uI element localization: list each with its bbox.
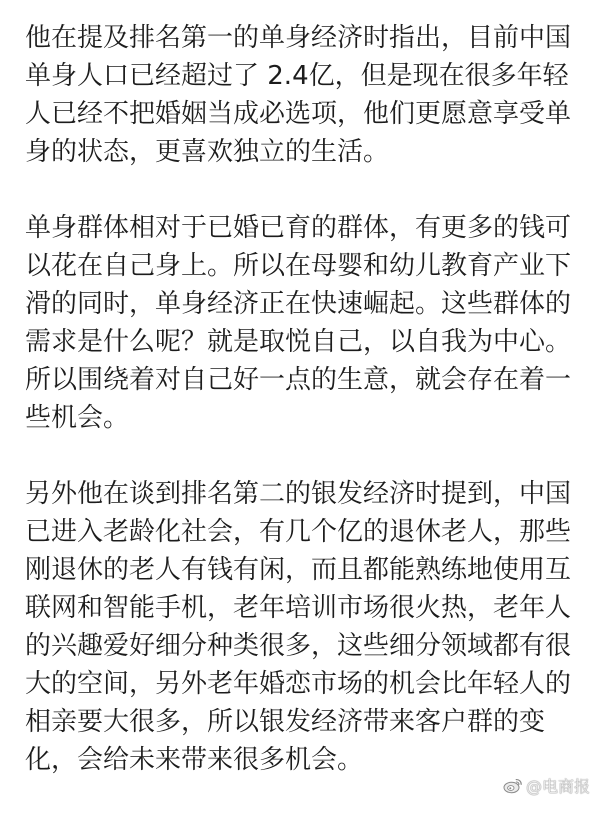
weibo-logo-icon — [503, 777, 523, 794]
text-line: 他在提及排名第一的单身经济时指出，目前中国 — [25, 23, 572, 53]
text-line: 相亲要大很多，所以银发经济带来客户群的变 — [25, 707, 546, 737]
text-line: 大的空间，另外老年婚恋市场的机会比年轻人的 — [25, 669, 572, 699]
text-line: 联网和智能手机，老年培训市场很火热，老年人 — [25, 593, 572, 623]
paragraph-single-economy — [25, 19, 600, 171]
text-line: 人已经不把婚姻当成必选项，他们更愿意享受单 — [25, 99, 572, 129]
text-line: 化，会给未来带来很多机会。 — [25, 745, 364, 775]
paragraph-single-group-spending — [25, 209, 600, 437]
text-line: 另外他在谈到排名第二的银发经济时提到，中国 — [25, 479, 572, 509]
text-line: 身的状态，更喜欢独立的生活。 — [25, 137, 390, 167]
source-watermark — [503, 774, 590, 796]
text-line: 已进入老龄化社会，有几个亿的退休老人，那些 — [25, 517, 572, 547]
watermark-text: @电商报 — [525, 776, 590, 796]
text-line: 单身人口已经超过了 2.4亿，但是现在很多年轻 — [25, 61, 569, 91]
paragraph-silver-economy — [25, 475, 600, 779]
text-line: 些机会。 — [25, 403, 130, 433]
text-line: 单身群体相对于已婚已育的群体，有更多的钱可 — [25, 213, 572, 243]
text-line: 的兴趣爱好细分种类很多，这些细分领域都有很 — [25, 631, 572, 661]
text-line: 刚退休的老人有钱有闲，而且都能熟练地使用互 — [25, 555, 572, 585]
text-line: 所以围绕着对自己好一点的生意，就会存在着一 — [25, 365, 572, 395]
text-line: 需求是什么呢？就是取悦自己，以自我为中心。 — [25, 327, 572, 357]
text-line: 以花在自己身上。所以在母婴和幼儿教育产业下 — [25, 251, 572, 281]
text-line: 滑的同时，单身经济正在快速崛起。这些群体的 — [25, 289, 572, 319]
